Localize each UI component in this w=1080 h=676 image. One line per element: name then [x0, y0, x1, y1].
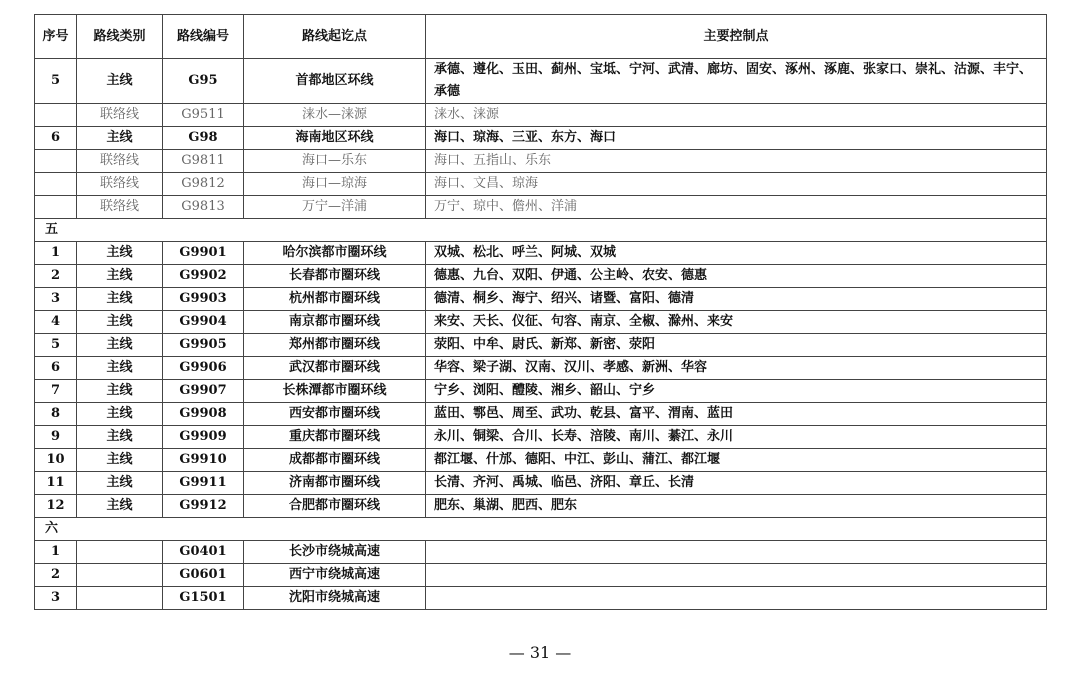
cell-control-points: 都江堰、什邡、德阳、中江、彭山、蒲江、都江堰 — [426, 449, 1047, 472]
cell-seq — [35, 150, 77, 173]
cell-route: 西安都市圈环线 — [244, 403, 426, 426]
cell-code: G9911 — [163, 472, 244, 495]
cell-control-points: 涞水、涞源 — [426, 104, 1047, 127]
table-row — [35, 334, 1047, 357]
table-row — [35, 587, 1047, 610]
header-control-points: 主要控制点 — [426, 15, 1047, 59]
cell-category: 主线 — [77, 288, 163, 311]
cell-category: 主线 — [77, 59, 163, 104]
cell-category: 联络线 — [77, 150, 163, 173]
cell-seq: 7 — [35, 380, 77, 403]
cell-category — [77, 587, 163, 610]
table-row — [35, 288, 1047, 311]
page-number: — 31 — — [508, 643, 572, 662]
cell-category: 主线 — [77, 426, 163, 449]
table-body — [35, 59, 1047, 610]
table-row — [35, 449, 1047, 472]
cell-seq: 5 — [35, 59, 77, 104]
cell-control-points: 荥阳、中牟、尉氏、新郑、新密、荥阳 — [426, 334, 1047, 357]
cell-code: G9908 — [163, 403, 244, 426]
cell-category: 主线 — [77, 127, 163, 150]
cell-code: G9909 — [163, 426, 244, 449]
table-row — [35, 564, 1047, 587]
cell-seq: 3 — [35, 288, 77, 311]
cell-code: G0601 — [163, 564, 244, 587]
cell-route: 海口—乐东 — [244, 150, 426, 173]
cell-code: G9812 — [163, 173, 244, 196]
cell-code: G9912 — [163, 495, 244, 518]
cell-seq: 10 — [35, 449, 77, 472]
cell-route: 首都地区环线 — [244, 59, 426, 104]
cell-category: 主线 — [77, 495, 163, 518]
table-row — [35, 541, 1047, 564]
cell-seq: 4 — [35, 311, 77, 334]
cell-category: 主线 — [77, 242, 163, 265]
cell-route: 万宁—洋浦 — [244, 196, 426, 219]
table-row — [35, 173, 1047, 196]
cell-seq: 2 — [35, 265, 77, 288]
cell-code: G0401 — [163, 541, 244, 564]
cell-category: 主线 — [77, 265, 163, 288]
cell-code: G9907 — [163, 380, 244, 403]
cell-control-points: 蓝田、鄠邑、周至、武功、乾县、富平、渭南、蓝田 — [426, 403, 1047, 426]
table-row — [35, 59, 1047, 104]
cell-seq — [35, 173, 77, 196]
section-label: 五 — [35, 219, 1047, 242]
cell-code: G9511 — [163, 104, 244, 127]
table-row — [35, 495, 1047, 518]
cell-seq: 6 — [35, 127, 77, 150]
cell-control-points — [426, 587, 1047, 610]
cell-code: G9905 — [163, 334, 244, 357]
cell-route: 济南都市圈环线 — [244, 472, 426, 495]
cell-control-points: 万宁、琼中、儋州、洋浦 — [426, 196, 1047, 219]
cell-seq: 11 — [35, 472, 77, 495]
cell-seq — [35, 104, 77, 127]
header-code: 路线编号 — [163, 15, 244, 59]
cell-control-points: 肥东、巢湖、肥西、肥东 — [426, 495, 1047, 518]
cell-code: G9813 — [163, 196, 244, 219]
table-header-row — [35, 15, 1047, 59]
cell-seq — [35, 196, 77, 219]
cell-route: 杭州都市圈环线 — [244, 288, 426, 311]
cell-route: 郑州都市圈环线 — [244, 334, 426, 357]
cell-route: 长沙市绕城高速 — [244, 541, 426, 564]
cell-code: G9906 — [163, 357, 244, 380]
cell-route: 重庆都市圈环线 — [244, 426, 426, 449]
table-row — [35, 426, 1047, 449]
cell-control-points — [426, 541, 1047, 564]
cell-route: 长春都市圈环线 — [244, 265, 426, 288]
section-row — [35, 219, 1047, 242]
cell-route: 海口—琼海 — [244, 173, 426, 196]
cell-category: 联络线 — [77, 196, 163, 219]
cell-code: G95 — [163, 59, 244, 104]
header-category: 路线类别 — [77, 15, 163, 59]
cell-code: G9901 — [163, 242, 244, 265]
cell-route: 合肥都市圈环线 — [244, 495, 426, 518]
cell-code: G9904 — [163, 311, 244, 334]
cell-control-points: 宁乡、浏阳、醴陵、湘乡、韶山、宁乡 — [426, 380, 1047, 403]
cell-route: 涞水—涞源 — [244, 104, 426, 127]
table-row — [35, 357, 1047, 380]
table-row — [35, 127, 1047, 150]
section-label: 六 — [35, 518, 1047, 541]
cell-control-points: 德惠、九台、双阳、伊通、公主岭、农安、德惠 — [426, 265, 1047, 288]
cell-category — [77, 564, 163, 587]
table-row — [35, 196, 1047, 219]
header-route: 路线起讫点 — [244, 15, 426, 59]
cell-category: 主线 — [77, 357, 163, 380]
cell-route: 武汉都市圈环线 — [244, 357, 426, 380]
cell-code: G1501 — [163, 587, 244, 610]
cell-category: 主线 — [77, 472, 163, 495]
cell-category: 联络线 — [77, 104, 163, 127]
cell-seq: 3 — [35, 587, 77, 610]
cell-category: 主线 — [77, 449, 163, 472]
cell-category: 主线 — [77, 380, 163, 403]
cell-control-points: 海口、文昌、琼海 — [426, 173, 1047, 196]
cell-category: 主线 — [77, 311, 163, 334]
cell-route: 沈阳市绕城高速 — [244, 587, 426, 610]
table-row — [35, 311, 1047, 334]
table-row — [35, 150, 1047, 173]
cell-control-points: 长清、齐河、禹城、临邑、济阳、章丘、长清 — [426, 472, 1047, 495]
cell-code: G98 — [163, 127, 244, 150]
cell-category: 联络线 — [77, 173, 163, 196]
cell-control-points: 承德、遵化、玉田、蓟州、宝坻、宁河、武清、廊坊、固安、涿州、涿鹿、张家口、崇礼、沽源、丰宁、承德 — [426, 59, 1047, 104]
cell-control-points: 来安、天长、仪征、句容、南京、全椒、滁州、来安 — [426, 311, 1047, 334]
cell-control-points: 双城、松北、呼兰、阿城、双城 — [426, 242, 1047, 265]
table-row — [35, 403, 1047, 426]
table-row — [35, 380, 1047, 403]
table-row — [35, 265, 1047, 288]
cell-seq: 12 — [35, 495, 77, 518]
table-row — [35, 242, 1047, 265]
cell-control-points: 华容、梁子湖、汉南、汉川、孝感、新洲、华容 — [426, 357, 1047, 380]
cell-control-points: 德清、桐乡、海宁、绍兴、诸暨、富阳、德清 — [426, 288, 1047, 311]
cell-route: 海南地区环线 — [244, 127, 426, 150]
table-row — [35, 104, 1047, 127]
cell-category — [77, 541, 163, 564]
cell-control-points — [426, 564, 1047, 587]
cell-seq: 8 — [35, 403, 77, 426]
cell-category: 主线 — [77, 403, 163, 426]
cell-code: G9903 — [163, 288, 244, 311]
cell-control-points: 海口、五指山、乐东 — [426, 150, 1047, 173]
table-row — [35, 472, 1047, 495]
cell-seq: 9 — [35, 426, 77, 449]
cell-code: G9910 — [163, 449, 244, 472]
cell-route: 成都都市圈环线 — [244, 449, 426, 472]
cell-control-points: 永川、铜梁、合川、长寿、涪陵、南川、綦江、永川 — [426, 426, 1047, 449]
section-row — [35, 518, 1047, 541]
cell-route: 西宁市绕城高速 — [244, 564, 426, 587]
cell-control-points: 海口、琼海、三亚、东方、海口 — [426, 127, 1047, 150]
cell-code: G9811 — [163, 150, 244, 173]
expressway-route-table — [34, 14, 1047, 610]
cell-seq: 1 — [35, 541, 77, 564]
cell-route: 长株潭都市圈环线 — [244, 380, 426, 403]
cell-seq: 1 — [35, 242, 77, 265]
cell-route: 南京都市圈环线 — [244, 311, 426, 334]
cell-category: 主线 — [77, 334, 163, 357]
cell-seq: 2 — [35, 564, 77, 587]
cell-seq: 6 — [35, 357, 77, 380]
cell-code: G9902 — [163, 265, 244, 288]
header-seq: 序号 — [35, 15, 77, 59]
cell-seq: 5 — [35, 334, 77, 357]
cell-route: 哈尔滨都市圈环线 — [244, 242, 426, 265]
